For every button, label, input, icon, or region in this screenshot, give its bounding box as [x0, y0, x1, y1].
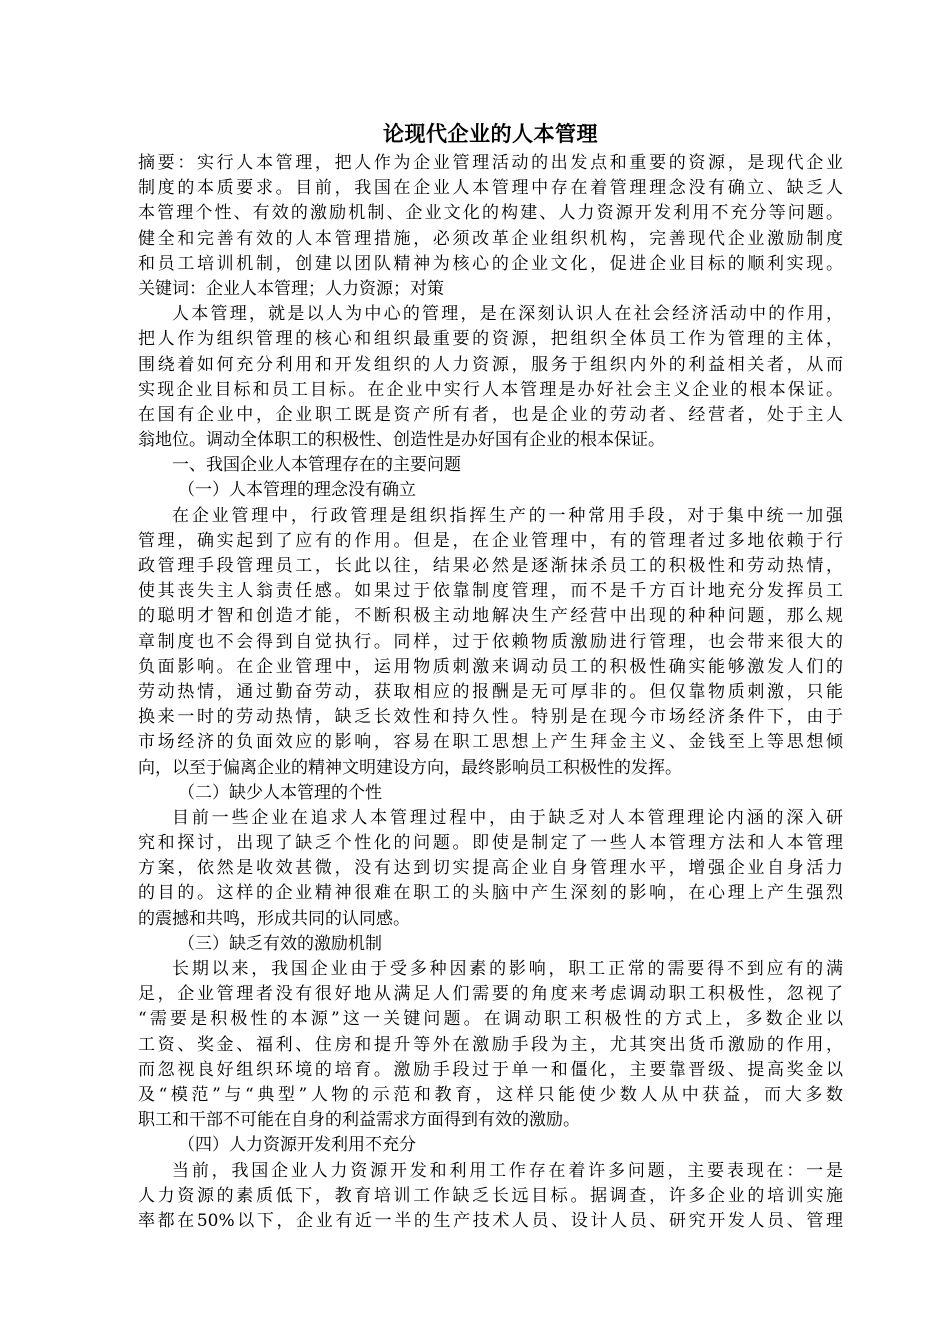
subsection-3-body	[138, 957, 843, 1133]
body-line: 使其丧失主人翁责任感。如果过于依靠制度管理，而不是千方百计地充分发挥员工	[138, 581, 843, 602]
body-line: 在企业管理中，行政管理是组织指挥生产的一种常用手段，对于集中统一加强	[172, 505, 843, 526]
body-line: 的震撼和共鸣，形成共同的认同感。	[138, 908, 410, 929]
body-line: 的聪明才智和创造才能，不断积极主动地解决生产经营中出现的种种问题，那么规	[138, 606, 843, 627]
intro-line: 实现企业目标和员工目标。在企业中实行人本管理是办好社会主义企业的根本保证。	[138, 379, 843, 400]
abstract-line: 健全和完善有效的人本管理措施，必须改革企业组织机构，完善现代企业激励制度	[138, 228, 843, 249]
intro-line: 翁地位。调动全体职工的积极性、创造性是办好国有企业的根本保证。	[138, 430, 665, 451]
intro-line: 把人作为组织管理的核心和组织最重要的资源，把组织全体员工作为管理的主体，	[138, 329, 843, 350]
body-line: 管理，确实起到了应有的作用。但是，在企业管理中，有的管理者过多地依赖于行	[138, 530, 843, 551]
subsection-heading-2: （二）缺少人本管理的个性	[178, 782, 382, 803]
keywords-line: 关键词：企业人本管理；人力资源；对策	[138, 278, 444, 299]
body-line: 长期以来，我国企业由于受多种因素的影响，职工正常的需要得不到应有的满	[172, 959, 843, 979]
abstract-line: 摘要：实行人本管理，把人作为企业管理活动的出发点和重要的资源，是现代企业	[138, 153, 843, 173]
abstract-block	[138, 151, 843, 277]
abstract-line: 制度的本质要求。目前，我国在企业人本管理中存在着管理理念没有确立、缺乏人	[138, 178, 843, 199]
body-line: 率都在50%以下，企业有近一半的生产技术人员、设计人员、研究开发人员、管理	[138, 1210, 843, 1231]
subsection-heading-1: （一）人本管理的理念没有确立	[178, 480, 416, 501]
intro-paragraph	[138, 302, 843, 453]
body-line: 职工和干部不可能在自身的利益需求方面得到有效的激励。	[138, 1110, 580, 1131]
body-line: 政管理手段管理员工，长此以往，结果必然是逐渐抹杀员工的积极性和劳动热情，	[138, 556, 843, 576]
body-line: 向，以至于偏离企业的精神文明建设方向，最终影响员工积极性的发挥。	[138, 757, 682, 778]
intro-line: 在国有企业中，企业职工既是资产所有者，也是企业的劳动者、经营者，处于主人	[138, 404, 843, 425]
body-line: 的目的。这样的企业精神很难在职工的头脑中产生深刻的影响，在心理上产生强烈	[138, 883, 843, 904]
body-line: “需要是积极性的本源”这一关键问题。在调动职工积极性的方式上，多数企业以	[138, 1009, 843, 1030]
body-line: 市场经济的负面效应的影响，容易在职工思想上产生拜金主义、金钱至上等思想倾	[138, 732, 843, 753]
body-line: 究和探讨，出现了缺乏个性化的问题。即使是制定了一些人本管理方法和人本管理	[138, 833, 843, 854]
body-line: 工资、奖金、福利、住房和提升等外在激励手段为主，尤其突出货币激励的作用，	[138, 1034, 843, 1055]
subsection-2-body	[138, 806, 843, 932]
subsection-4-body	[138, 1159, 843, 1235]
body-line: 负面影响。在企业管理中，运用物质刺激来调动员工的积极性确实能够激发人们的	[138, 656, 843, 677]
intro-line: 围绕着如何充分利用和开发组织的人力资源，服务于组织内外的利益相关者，从而	[138, 354, 843, 375]
body-line: 人力资源的素质低下，教育培训工作缺乏长远目标。据调查，许多企业的培训实施	[138, 1185, 843, 1206]
body-line: 足，企业管理者没有很好地从满足人们需要的角度来考虑调动职工积极性，忽视了	[138, 984, 843, 1005]
subsection-1-body	[138, 504, 843, 781]
section-heading-1: 一、我国企业人本管理存在的主要问题	[172, 455, 461, 476]
abstract-line: 本管理个性、有效的激励机制、企业文化的构建、人力资源开发利用不充分等问题。	[138, 203, 843, 224]
body-line: 目前一些企业在追求人本管理过程中，由于缺乏对人本管理理论内涵的深入研	[172, 807, 843, 828]
body-line: 而忽视良好组织环境的培育。激励手段过于单一和僵化，主要靠晋级、提高奖金以	[138, 1059, 843, 1080]
subsection-heading-4: （四）人力资源开发利用不充分	[178, 1135, 416, 1156]
body-line: 方案，依然是收效甚微，没有达到切实提高企业自身管理水平，增强企业自身活力	[138, 858, 843, 879]
body-line: 换来一时的劳动热情，缺乏长效性和持久性。特别是在现今市场经济条件下，由于	[138, 707, 843, 728]
document-title: 论现代企业的人本管理	[383, 121, 598, 146]
subsection-heading-3: （三）缺乏有效的激励机制	[178, 933, 382, 954]
intro-line: 人本管理，就是以人为中心的管理，是在深刻认识人在社会经济活动中的作用，	[172, 304, 843, 325]
body-line: 劳动热情，通过勤奋劳动，获取相应的报酬是无可厚非的。但仅靠物质刺激，只能	[138, 681, 843, 702]
abstract-line: 和员工培训机制，创建以团队精神为核心的企业文化，促进企业目标的顺利实现。	[138, 253, 843, 274]
document-page	[138, 117, 843, 1234]
body-line: 章制度也不会得到自觉执行。同样，过于依赖物质激励进行管理，也会带来很大的	[138, 631, 843, 652]
body-line: 当前，我国企业人力资源开发和利用工作存在着许多问题，主要表现在：一是	[172, 1160, 843, 1181]
body-line: 及“模范”与“典型”人物的示范和教育，这样只能使少数人从中获益，而大多数	[138, 1084, 843, 1105]
